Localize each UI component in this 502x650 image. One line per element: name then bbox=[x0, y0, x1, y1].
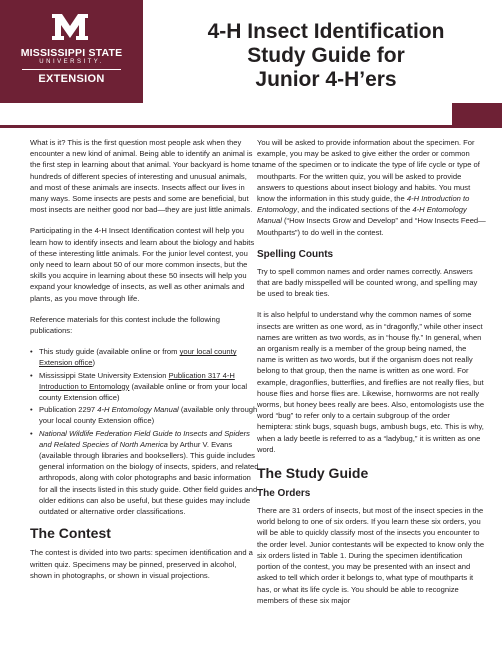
spelling-paragraph: Try to spell common names and order names correctly. Answers that are badly misspelled will be counted wrong, and spelling may be used to break ties. bbox=[257, 266, 478, 299]
naming-paragraph: It is also helpful to understand why the common names of some insects are written as one word, as in “dragonfly,” while other insect names are written as two words, as in “house fly.” In general, when an organism really is a member of the group being named, the name is written as two words, but if the organism does not really belong to that group, then the name is written as one word. For example, dragonflies, butterflies, and fireflies are not really flies, but house flies and horse flies are. Likewise, hornworms are not really worms, but honey bees really are bees. Also, entomologists use the word “bug” to refer only to a certain subgroup of the order hemiptera: stink bugs, squash bugs, ambush bugs, etc. This is why, when a lady beetle is referred to as a “ladybug,” it is written as one word. bbox=[257, 310, 485, 454]
reference-intro-paragraph: Reference materials for this contest include the following publications: bbox=[30, 314, 220, 336]
logo-university-subtitle: UNIVERSITY. bbox=[39, 59, 104, 65]
list-item: • Publication 2297 4-H Entomology Manual (available only through your local county Extension office) bbox=[30, 404, 260, 426]
intro-paragraph: What is it? This is the first question most people ask when they encounter a new kind of animal. Being able to identify an animal is the first step in learning about that animal. Your backyard is home to hundreds of different species of interesting and unusual animals, and most of these animals are insects. Insects affect our lives in many ways. Some insects are pests and some are beneficial, but most insects are neither good nor bad—they are just little animals. bbox=[30, 138, 259, 215]
participation-paragraph: Participating in the 4-H Insect Identification contest will help you learn how to identify insects and learn about the biology and habits of these interesting little animals. For the junior level contest, you only need to learn about 50 of our more common insects, but the skills you acquire in learning about these 50 insects will help you expand your knowledge of insects, as well as other animals and plants, as you move through life. bbox=[30, 226, 255, 303]
logo-divider bbox=[22, 69, 121, 70]
document-title bbox=[150, 20, 502, 92]
list-item: • National Wildlife Federation Field Guide to Insects and Spiders and Related Species of North America by Arthur V. Evans (available through libraries and booksellers). This guide includes general information on the biology of insects, spiders, and related arthropods, along with color photographs and basic information for all the insects listed in this study guide. Other field guides and older editions can also be useful, but these guides may include outdated or alternative order classifications. bbox=[30, 428, 260, 518]
publication-317-link[interactable]: Publication 317 4-H Introduction to Entomology bbox=[39, 370, 235, 391]
reference-list bbox=[30, 346, 260, 517]
list-item: • This study guide (available online or from your local county Extension office) bbox=[30, 346, 260, 368]
mississippi-state-m-logo-icon bbox=[50, 10, 90, 44]
specimen-info-paragraph: You will be asked to provide information about the specimen. For example, you may be asked to give either the order or common name of the specimen or to indicate the type of life cycle or type of mouthparts. For the written quiz, you will be asked to provide answers to questions about insect biology and habits. You must know the information in this study guide, the 4-H Introduction to Entomology, and the indicated sections of the 4-H Entomology Manual (“How Insects Grow and Develop” and “How Insects Feed—Mouthparts”) to do well in the contest. bbox=[257, 138, 486, 237]
title-line-3: Junior 4-H’ers bbox=[255, 68, 397, 91]
list-item: • Mississippi State University Extension Publication 317 4-H Introduction to Entomology (available online or from your local county Extension office) bbox=[30, 370, 260, 404]
county-office-link[interactable]: your local county Extension office bbox=[39, 347, 237, 368]
contest-paragraph: The contest is divided into two parts: specimen identification and a written quiz. Specimens may be pinned, preserved in alcohol, shown in photographs, or shown in visual projections. bbox=[30, 548, 253, 580]
title-line-2: Study Guide for bbox=[247, 44, 405, 67]
spelling-heading: Spelling Counts bbox=[257, 248, 334, 260]
orders-paragraph: There are 31 orders of insects, but most of the insect species in the world belong to one of six orders. If you learn these six orders, you will be able to quickly classify most of the insects you encounter to the order level. Junior contestants will be expected to know only the six orders listed in Table 1. During the specimen identification portion of the contest, you may be presented with an insect and asked to tell which order it belongs to, what type of mouthparts it has, or what its life cycle is. You should be able to recognize members of these six major bbox=[257, 506, 485, 605]
header-divider bbox=[0, 125, 502, 128]
extension-logo[interactable] bbox=[0, 0, 143, 103]
right-column bbox=[257, 137, 487, 616]
orders-heading: The Orders bbox=[257, 488, 311, 500]
logo-extension-label: EXTENSION bbox=[38, 73, 105, 85]
contest-heading: The Contest bbox=[30, 525, 111, 542]
study-guide-heading: The Study Guide bbox=[257, 465, 369, 482]
logo-university-name: MISSISSIPPI STATE bbox=[20, 47, 123, 59]
left-column bbox=[30, 137, 260, 591]
header-accent-bar bbox=[452, 103, 502, 125]
title-line-1: 4-H Insect Identification bbox=[207, 20, 445, 43]
page-header bbox=[0, 0, 502, 128]
